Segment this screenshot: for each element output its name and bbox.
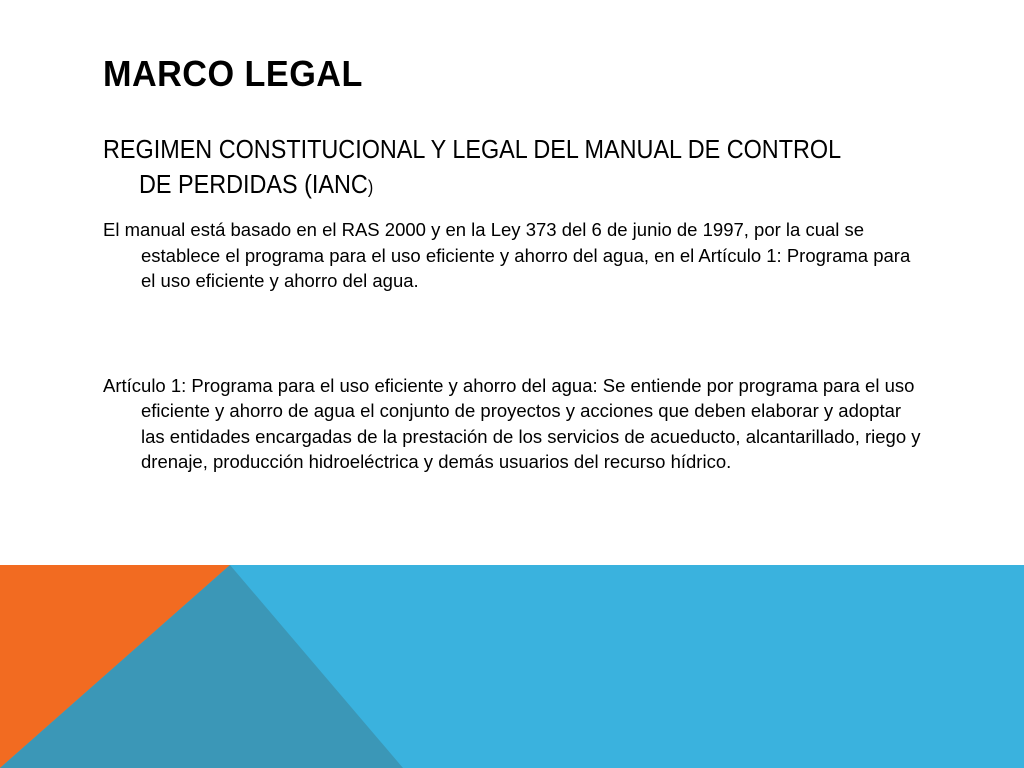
decorative-footer	[0, 565, 1024, 768]
subtitle-main: REGIMEN CONSTITUCIONAL Y LEGAL DEL MANUAL DE CONTROL DE PERDIDAS (IANC	[103, 134, 841, 199]
subtitle-paren: )	[367, 177, 374, 197]
slide-content	[103, 132, 923, 475]
paragraph-intro: El manual está basado en el RAS 2000 y en la Ley 373 del 6 de junio de 1997, por la cual se establece el programa para el uso eficiente y ahorro del agua, en el Artículo 1: Programa para el uso eficiente y ahorro del agua.	[103, 219, 911, 291]
paragraph-article-1: Artículo 1: Programa para el uso eficiente y ahorro del agua: Se entiende por programa para el uso eficiente y ahorro de agua el conjunto de proyectos y acciones que deben elaborar y adoptar las entidades encargadas de la prestación de los servicios de acueducto, alcantarillado, riego y drenaje, producción hidroeléctrica y demás usuarios del recurso hídrico.	[103, 374, 921, 472]
slide-title: MARCO LEGAL	[103, 53, 363, 94]
slide-subtitle	[103, 132, 859, 205]
